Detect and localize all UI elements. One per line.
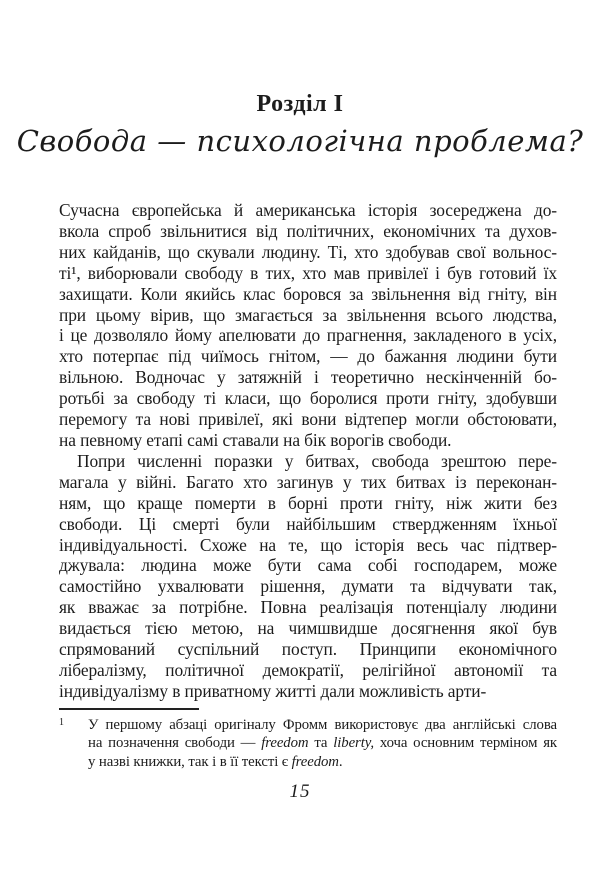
- footnote-segment: У першому абзаці оригіналу Фромм використовує два англійські слова: [88, 717, 557, 733]
- body-line: Сучасна європейська й американська історія зосереджена до-: [59, 200, 557, 220]
- page-number: 15: [289, 781, 311, 802]
- body-line: індивідуальності. Схоже на те, що історія весь час підтвер-: [59, 534, 557, 555]
- body-line: індивідуалізму в приватному житті дали можливість арти-: [59, 680, 487, 701]
- footnote: [59, 716, 557, 771]
- footnote-separator: [59, 708, 199, 710]
- footnote-segment: .: [338, 753, 343, 770]
- body-line: на певному етапі самі ставали на бік ворогів свободи.: [59, 429, 452, 450]
- body-text: [59, 200, 557, 702]
- paragraph: [59, 200, 557, 451]
- body-line: при цьому вірив, що змагається за звільнення всього людства,: [59, 304, 557, 325]
- body-line: Попри численні поразки у битвах, свобода зрештою пере-: [77, 450, 557, 471]
- footnote-segment: та: [308, 735, 334, 752]
- chapter-title: Свобода — психологічна проблема?: [16, 124, 584, 158]
- body-line: вкола спроб звільнитися від політичних, економічних та духов-: [59, 220, 557, 241]
- footnote-marker: 1: [59, 717, 64, 728]
- body-line: самостійно ухвалювати рішення, думати та відчувати так,: [59, 576, 557, 597]
- body-line: вільною. Водночас у затяжній і теоретично нескінченній бо-: [59, 367, 557, 388]
- body-line: ті¹, виборювали свободу в тих, хто мав привілеї і був готовий їх: [59, 262, 557, 283]
- footnote-line: [88, 753, 557, 771]
- body-line: видається тією метою, на чимшвидше досягнення якої був: [59, 618, 557, 639]
- body-line: магала у війні. Багато хто загинув у тих битвах із переконан-: [59, 471, 557, 492]
- body-line: перемогу та нові привілеї, які вони відтепер могли обстоювати,: [59, 409, 557, 430]
- body-line: лібералізму, політичної демократії, релігійної автономії та: [59, 659, 557, 680]
- footnote-term-italic: freedom: [261, 735, 309, 752]
- footnote-segment: на позначення свободи —: [88, 735, 262, 752]
- footnote-term-italic: liberty,: [333, 735, 374, 752]
- footnote-segment: у назві книжки, так і в її тексті є: [88, 753, 292, 770]
- footnote-term-italic: freedom: [291, 753, 339, 770]
- body-line: як вважає за потрібне. Повна реалізація потенціалу людини: [59, 597, 557, 618]
- footnote-line: [88, 734, 557, 752]
- paragraph: [59, 451, 557, 702]
- chapter-number: Розділ I: [256, 91, 344, 117]
- body-line: джувала: людина може бути сама собі господарем, може: [59, 555, 557, 576]
- footnote-segment: хоча основним терміном як: [373, 735, 557, 752]
- footnote-text: [88, 716, 557, 771]
- body-line: спрямований суспільний поступ. Принципи економічного: [59, 639, 557, 660]
- body-line: них кайданів, що скували людину. Ті, хто здобував свої вольнос-: [59, 241, 557, 262]
- body-line: хто потерпає під чиїмось гнітом, — до бажання людини бути: [59, 346, 557, 367]
- body-line: ротьбі за свободу ті класи, що боролися проти гніту, здобувши: [59, 388, 557, 409]
- body-line: захищати. Коли якийсь клас боровся за звільнення від гніту, він: [59, 283, 557, 304]
- body-line: свободи. Ці смерті були найбільшим ствердженням їхньої: [59, 513, 557, 534]
- body-line: і це дозволяло йому апелювати до прагнення, закладеного в усіх,: [59, 325, 557, 346]
- footnote-line: [88, 716, 557, 734]
- body-line: ням, що краще померти в борні проти гніту, ніж жити без: [59, 492, 557, 513]
